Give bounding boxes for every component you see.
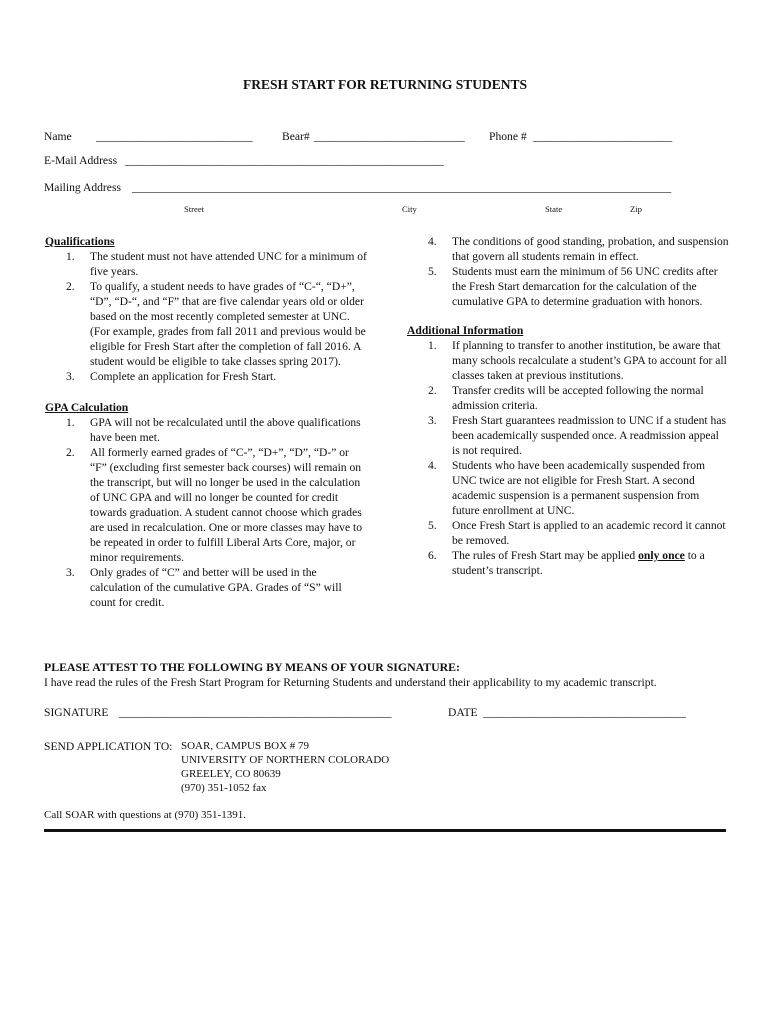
list-item: 4. Students who have been academically suspended from UNC twice are not eligible for Fresh Start. A second academic suspension is a permanent suspension from future enrollment at UNC.	[428, 459, 706, 517]
list-item: 1. The student must not have attended UNC for a minimum of five years.	[66, 250, 367, 278]
qualifications-list	[45, 249, 367, 384]
bear-field-label: Bear#	[282, 130, 310, 143]
address-line: (970) 351-1052 fax	[181, 782, 267, 794]
address-line: GREELEY, CO 80639	[181, 768, 281, 780]
list-item: 1. GPA will not be recalculated until the above qualifications have been met.	[66, 416, 361, 444]
date-field[interactable]: ___________________________________	[483, 706, 686, 719]
gpa-calculation-heading: GPA Calculation	[45, 401, 129, 414]
address-line: SOAR, CAMPUS BOX # 79	[181, 740, 310, 752]
bear-field[interactable]: __________________________	[314, 130, 465, 143]
call-soar-note: Call SOAR with questions at (970) 351-1391.	[44, 809, 246, 821]
qualifications-heading: Qualifications	[45, 235, 115, 248]
additional-list	[407, 338, 729, 578]
send-address	[181, 739, 481, 795]
right-column	[407, 234, 729, 578]
email-field[interactable]: _______________________________________________________	[125, 154, 444, 167]
additional-information-heading: Additional Information	[407, 324, 524, 337]
list-item: 3. Only grades of “C” and better will be used in the calculation of the cumulative GPA. Grades of “S” will count for credit.	[66, 566, 342, 609]
bottom-divider	[44, 829, 726, 832]
right-continued-list	[407, 234, 729, 309]
name-field[interactable]: ___________________________	[96, 130, 253, 143]
send-application-label: SEND APPLICATION TO:	[44, 740, 173, 753]
list-item: 4. The conditions of good standing, probation, and suspension that govern all students remain in effect.	[428, 235, 729, 263]
signature-label: SIGNATURE	[44, 706, 109, 719]
gpa-list	[45, 415, 367, 610]
list-item: 2. To qualify, a student needs to have grades of “C-“, “D+”, “D”, “D-“, and “F” that are five calendar years old or older based on the most recently completed semester at UNC. (For example, grades from fall 2011 and previous would be eligible for Fresh Start after the completion of fall 2016. A student would be eligible to take classes spring 2017).	[66, 280, 366, 368]
phone-field-label: Phone #	[489, 130, 527, 143]
address-line: UNIVERSITY OF NORTHERN COLORADO	[181, 754, 390, 766]
list-item: 3. Fresh Start guarantees readmission to UNC if a student has been academically suspended once. A readmission appeal is not required.	[428, 414, 727, 457]
list-item: 2. All formerly earned grades of “C-”, “D+”, “D”, “D-” or “F” (excluding first semester back courses) will remain on the transcript, but will no longer be used in the calculation of UNC GPA and will no longer be counted for credit towards graduation. A student cannot choose which grades are used in recalculation. One or more classes may have to be repeated in order to fulfill Liberal Arts Core, major, or minor requirements.	[66, 446, 363, 564]
mailing-address-field[interactable]: _____________________________________________________________________________________________	[132, 181, 672, 194]
name-field-label: Name	[44, 130, 72, 143]
list-item: 5. Students must earn the minimum of 56 UNC credits after the Fresh Start demarcation for the calculation of the cumulative GPA to determine graduation with honors.	[428, 265, 718, 308]
list-item: 6. The rules of Fresh Start may be applied only once to a student’s transcript.	[428, 549, 705, 577]
list-item: 3. Complete an application for Fresh Start.	[66, 370, 277, 383]
attest-heading: PLEASE ATTEST TO THE FOLLOWING BY MEANS OF YOUR SIGNATURE:	[44, 660, 460, 674]
street-caption: Street	[184, 204, 205, 214]
list-item: 5. Once Fresh Start is applied to an academic record it cannot be removed.	[428, 519, 726, 547]
email-field-label: E-Mail Address	[44, 154, 118, 167]
list-item: 2. Transfer credits will be accepted following the normal admission criteria.	[428, 384, 704, 412]
left-column	[45, 234, 367, 610]
zip-caption: Zip	[630, 204, 642, 214]
list-item: 1. If planning to transfer to another institution, be aware that many schools recalculate a student’s GPA to account for all classes taken at previous institutions.	[428, 339, 727, 382]
state-caption: State	[545, 204, 563, 214]
only-once-emphasis: only once	[638, 549, 685, 562]
phone-field[interactable]: ________________________	[533, 130, 673, 143]
page-title: FRESH START FOR RETURNING STUDENTS	[242, 77, 528, 92]
city-caption: City	[402, 204, 417, 214]
signature-field[interactable]: _______________________________________________	[119, 706, 392, 719]
mailing-address-label: Mailing Address	[44, 181, 121, 194]
attest-statement: I have read the rules of the Fresh Start Program for Returning Students and understand their applicability to my academic transcript.	[44, 676, 657, 689]
date-label: DATE	[448, 706, 478, 719]
